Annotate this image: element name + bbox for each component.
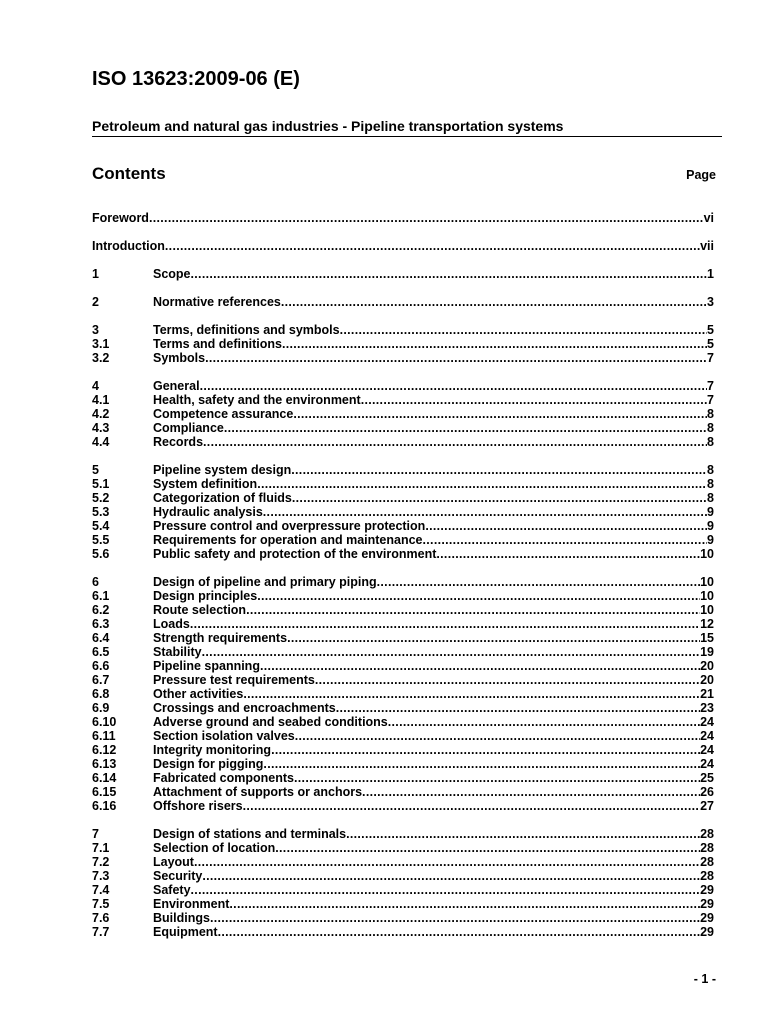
toc-entry-title: Fabricated components [153,771,294,785]
toc-entry[interactable] [92,631,714,645]
toc-leader-dots [194,855,700,869]
toc-leader-dots [295,729,700,743]
toc-leader-dots [263,757,700,771]
toc-entry-title: Hydraulic analysis [153,505,263,519]
toc-entry-title: Pressure control and overpressure protection [153,519,426,533]
toc-entry-title: System definition [153,477,258,491]
toc-entry-line [153,491,714,505]
toc-entry-page: 7 [707,379,714,393]
toc-leader-dots [436,547,700,561]
toc-entry-title: Integrity monitoring [153,743,272,757]
toc-leader-dots [260,659,700,673]
toc-entry-page: 28 [700,869,714,883]
toc-entry-title: Environment [153,897,230,911]
toc-entry-line [153,519,714,533]
toc-entry-line [153,771,714,785]
toc-leader-dots [388,715,700,729]
toc-entry[interactable] [92,519,714,533]
toc-leader-dots [287,631,700,645]
toc-entry-number: 6.10 [92,715,117,729]
toc-entry-page: 29 [700,911,714,925]
toc-entry-title: Security [153,869,203,883]
toc-entry-number: 7.6 [92,911,110,925]
toc-entry-line [153,827,714,841]
toc-entry[interactable] [92,757,714,771]
toc-entry-page: 8 [707,435,714,449]
toc-entry-number: 4.2 [92,407,110,421]
toc-entry[interactable] [92,785,714,799]
toc-entry-number: 6.6 [92,659,110,673]
toc-entry[interactable] [92,393,714,407]
toc-entry-title: Stability [153,645,202,659]
toc-entry-title: Pipeline spanning [153,659,260,673]
toc-entry-line [153,743,714,757]
toc-entry-title: Other activities [153,687,244,701]
toc-leader-dots [423,533,708,547]
toc-entry-line [153,351,714,365]
toc-entry-number: 4 [92,379,99,393]
toc-entry[interactable] [92,701,714,715]
toc-entry-title: Requirements for operation and maintenance [153,533,423,547]
toc-entry-line [153,547,714,561]
toc-leader-dots [282,337,707,351]
toc-entry-number: 5.2 [92,491,110,505]
toc-entry-number: 6.4 [92,631,110,645]
toc-entry-number: 7 [92,827,99,841]
toc-entry-page: 7 [707,351,714,365]
toc-entry-page: 10 [700,603,714,617]
toc-entry[interactable] [92,505,714,519]
toc-entry-line [153,673,714,687]
toc-entry-line [153,659,714,673]
toc-leader-dots [149,211,704,225]
toc-entry-line [153,477,714,491]
toc-entry-page: 5 [707,323,714,337]
toc-entry-number: 5.3 [92,505,110,519]
toc-entry-number: 7.2 [92,855,110,869]
toc-entry-page: 10 [700,589,714,603]
toc-leader-dots [292,491,707,505]
toc-entry-line [153,701,714,715]
toc-entry-title: Categorization of fluids [153,491,292,505]
toc-leader-dots [275,841,700,855]
toc-entry[interactable] [92,407,714,421]
toc-entry-title: Foreword [92,211,149,225]
toc-entry-title: Health, safety and the environment [153,393,361,407]
toc-entry[interactable] [92,533,714,547]
toc-entry-page: 24 [700,743,714,757]
toc-entry-number: 5.6 [92,547,110,561]
toc-leader-dots [257,589,700,603]
toc-leader-dots [202,645,700,659]
toc-entry-title: Equipment [153,925,218,939]
toc-entry-number: 6.11 [92,729,116,743]
toc-entry-number: 7.3 [92,869,110,883]
toc-entry-page: 28 [700,841,714,855]
toc-entry-line [153,295,714,309]
toc-leader-dots [315,673,700,687]
toc-entry-page: 1 [707,267,714,281]
toc-leader-dots [229,897,700,911]
toc-entry-number: 6.13 [92,757,117,771]
toc-leader-dots [361,393,707,407]
toc-leader-dots [243,799,700,813]
toc-entry-line [153,757,714,771]
toc-entry-page: 20 [700,659,714,673]
toc-entry-line [153,883,714,897]
toc-leader-dots [346,827,700,841]
toc-entry-title: Pipeline system design [153,463,292,477]
page-column-header: Page [686,168,716,182]
toc-leader-dots [246,603,700,617]
toc-leader-dots [425,519,707,533]
toc-entry-page: 29 [700,883,714,897]
toc-entry-title: Pressure test requirements [153,673,315,687]
toc-entry-line [153,785,714,799]
toc-entry[interactable] [92,673,714,687]
toc-entry-title: Loads [153,617,190,631]
toc-entry[interactable] [92,743,714,757]
toc-entry-number: 6 [92,575,99,589]
toc-entry-page: 9 [707,505,714,519]
toc-entry-line [153,799,714,813]
toc-entry-page: vi [703,211,714,225]
toc-entry-line [153,533,714,547]
toc-entry-title: Terms and definitions [153,337,282,351]
toc-entry-number: 6.16 [92,799,117,813]
toc-entry-page: 21 [700,687,714,701]
toc-leader-dots [336,701,700,715]
toc-entry[interactable] [92,617,714,631]
toc-leader-dots [200,379,707,393]
toc-entry[interactable] [92,379,714,393]
toc-leader-dots [191,883,701,897]
toc-entry-page: 23 [700,701,714,715]
toc-entry-title: Public safety and protection of the environment [153,547,437,561]
toc-entry-number: 1 [92,267,99,281]
toc-entry-number: 5 [92,463,99,477]
toc-entry-title: Offshore risers [153,799,243,813]
toc-entry-title: Attachment of supports or anchors [153,785,363,799]
toc-entry[interactable] [92,911,714,925]
toc-entry[interactable] [92,547,714,561]
toc-entry-title: Strength requirements [153,631,288,645]
toc-entry-number: 6.1 [92,589,110,603]
page-number-footer: - 1 - [693,972,716,986]
toc-entry-title: Competence assurance [153,407,294,421]
toc-entry-number: 7.7 [92,925,110,939]
toc-entry[interactable] [92,477,714,491]
toc-entry[interactable] [92,869,714,883]
toc-entry-number: 6.8 [92,687,110,701]
toc-entry-line [153,379,714,393]
toc-entry-number: 3.1 [92,337,110,351]
toc-entry-line [153,631,714,645]
toc-leader-dots [263,505,707,519]
toc-entry-page: 15 [700,631,714,645]
toc-entry[interactable] [92,491,714,505]
toc-entry-page: 24 [700,757,714,771]
toc-entry-title: Buildings [153,911,210,925]
toc-leader-dots [210,911,700,925]
toc-entry-title: General [153,379,200,393]
toc-entry-line [153,267,714,281]
toc-entry-number: 6.15 [92,785,117,799]
toc-entry-page: 25 [700,771,714,785]
document-id: ISO 13623:2009-06 (E) [92,68,300,90]
toc-entry-line [153,715,714,729]
toc-entry[interactable] [92,729,714,743]
toc-entry[interactable] [92,715,714,729]
toc-entry[interactable] [92,267,714,281]
toc-entry[interactable] [92,239,714,253]
toc-leader-dots [218,925,701,939]
toc-entry-line [153,463,714,477]
toc-entry[interactable] [92,211,714,225]
toc-entry-title: Terms, definitions and symbols [153,323,340,337]
toc-entry-page: 3 [707,295,714,309]
toc-entry-title: Design of stations and terminals [153,827,347,841]
toc-entry-line [153,323,714,337]
toc-entry-line [153,869,714,883]
toc-entry-title: Records [153,435,204,449]
toc-leader-dots [340,323,707,337]
toc-entry-page: 29 [700,925,714,939]
toc-entry[interactable] [92,351,714,365]
toc-entry-page: 19 [700,645,714,659]
toc-entry-number: 5.4 [92,519,110,533]
toc-entry[interactable] [92,463,714,477]
toc-leader-dots [362,785,700,799]
toc-entry[interactable] [92,421,714,435]
toc-entry-number: 6.3 [92,617,110,631]
toc-entry[interactable] [92,897,714,911]
toc-entry-line [153,435,714,449]
toc-entry-line [153,603,714,617]
toc-entry-line [153,337,714,351]
toc-entry-line [92,211,714,225]
toc-entry[interactable] [92,435,714,449]
toc-leader-dots [281,295,707,309]
toc-entry-line [153,911,714,925]
toc-entry[interactable] [92,771,714,785]
toc-leader-dots [271,743,700,757]
toc-entry-line [153,421,714,435]
toc-entry[interactable] [92,799,714,813]
toc-entry-title: Selection of location [153,841,276,855]
toc-entry-title: Layout [153,855,194,869]
toc-entry-number: 7.5 [92,897,110,911]
toc-entry-page: 8 [707,477,714,491]
toc-entry[interactable] [92,323,714,337]
toc-entry-page: 5 [707,337,714,351]
toc-leader-dots [243,687,700,701]
toc-entry-page: 12 [700,617,714,631]
toc-leader-dots [191,267,708,281]
toc-entry-page: 8 [707,407,714,421]
toc-entry-line [153,575,714,589]
toc-entry-title: Normative references [153,295,281,309]
toc-entry-page: vii [700,239,714,253]
toc-entry-line [153,841,714,855]
toc-leader-dots [293,407,707,421]
toc-entry-line [153,407,714,421]
toc-leader-dots [202,869,700,883]
toc-entry-number: 4.4 [92,435,110,449]
toc-entry-title: Section isolation valves [153,729,295,743]
toc-entry-line [153,925,714,939]
toc-entry[interactable] [92,295,714,309]
toc-entry-page: 10 [700,547,714,561]
toc-entry-number: 7.1 [92,841,110,855]
toc-entry-page: 10 [700,575,714,589]
toc-entry-line [153,617,714,631]
toc-entry-page: 28 [700,855,714,869]
toc-leader-dots [291,463,707,477]
toc-entry-line [153,729,714,743]
toc-entry-number: 6.14 [92,771,117,785]
toc-entry-title: Compliance [153,421,224,435]
toc-leader-dots [203,435,707,449]
toc-entry[interactable] [92,659,714,673]
toc-entry-title: Safety [153,883,191,897]
toc-leader-dots [294,771,700,785]
toc-entry-title: Design of pipeline and primary piping [153,575,377,589]
toc-entry-number: 6.2 [92,603,110,617]
toc-entry-line [153,589,714,603]
toc-entry-title: Introduction [92,239,165,253]
toc-entry-number: 7.4 [92,883,110,897]
toc-entry-line [153,505,714,519]
document-subtitle: Petroleum and natural gas industries - Pipeline transportation systems [92,118,722,137]
toc-entry-line [153,855,714,869]
toc-entry-title: Route selection [153,603,247,617]
toc-entry-title: Adverse ground and seabed conditions [153,715,388,729]
toc-entry-page: 20 [700,673,714,687]
toc-entry[interactable] [92,337,714,351]
toc-entry-line [153,645,714,659]
toc-leader-dots [205,351,707,365]
toc-entry[interactable] [92,925,714,939]
toc-entry-page: 8 [707,491,714,505]
toc-leader-dots [224,421,707,435]
toc-entry-line [153,897,714,911]
toc-entry-page: 8 [707,463,714,477]
toc-entry-title: Design for pigging [153,757,264,771]
toc-entry[interactable] [92,575,714,589]
toc-entry-title: Symbols [153,351,206,365]
toc-entry-page: 24 [700,729,714,743]
toc-entry-page: 29 [700,897,714,911]
toc-entry-line [153,687,714,701]
toc-entry-page: 8 [707,421,714,435]
toc-entry[interactable] [92,841,714,855]
toc-entry-number: 3.2 [92,351,110,365]
toc-entry-page: 24 [700,715,714,729]
toc-entry-page: 26 [700,785,714,799]
toc-entry[interactable] [92,855,714,869]
toc-entry-line [92,239,714,253]
toc-entry-number: 4.1 [92,393,110,407]
toc-entry-number: 5.1 [92,477,110,491]
toc-entry-number: 6.7 [92,673,110,687]
toc-entry-number: 6.5 [92,645,110,659]
toc-entry-number: 5.5 [92,533,110,547]
toc-entry-page: 7 [707,393,714,407]
toc-leader-dots [190,617,700,631]
toc-entry-page: 28 [700,827,714,841]
toc-entry[interactable] [92,645,714,659]
table-of-contents [92,211,714,939]
toc-entry[interactable] [92,687,714,701]
toc-leader-dots [165,239,700,253]
toc-entry-number: 4.3 [92,421,110,435]
toc-entry-title: Design principles [153,589,258,603]
toc-entry-number: 3 [92,323,99,337]
toc-entry-title: Scope [153,267,191,281]
contents-heading: Contents [92,164,166,183]
toc-entry-title: Crossings and encroachments [153,701,336,715]
toc-leader-dots [257,477,707,491]
toc-entry-number: 2 [92,295,99,309]
toc-entry-page: 9 [707,533,714,547]
toc-entry[interactable] [92,589,714,603]
toc-entry-line [153,393,714,407]
toc-entry[interactable] [92,883,714,897]
toc-leader-dots [377,575,700,589]
toc-entry-page: 9 [707,519,714,533]
toc-entry-page: 27 [700,799,714,813]
toc-entry[interactable] [92,827,714,841]
toc-entry-number: 6.12 [92,743,117,757]
toc-entry-number: 6.9 [92,701,110,715]
toc-entry[interactable] [92,603,714,617]
